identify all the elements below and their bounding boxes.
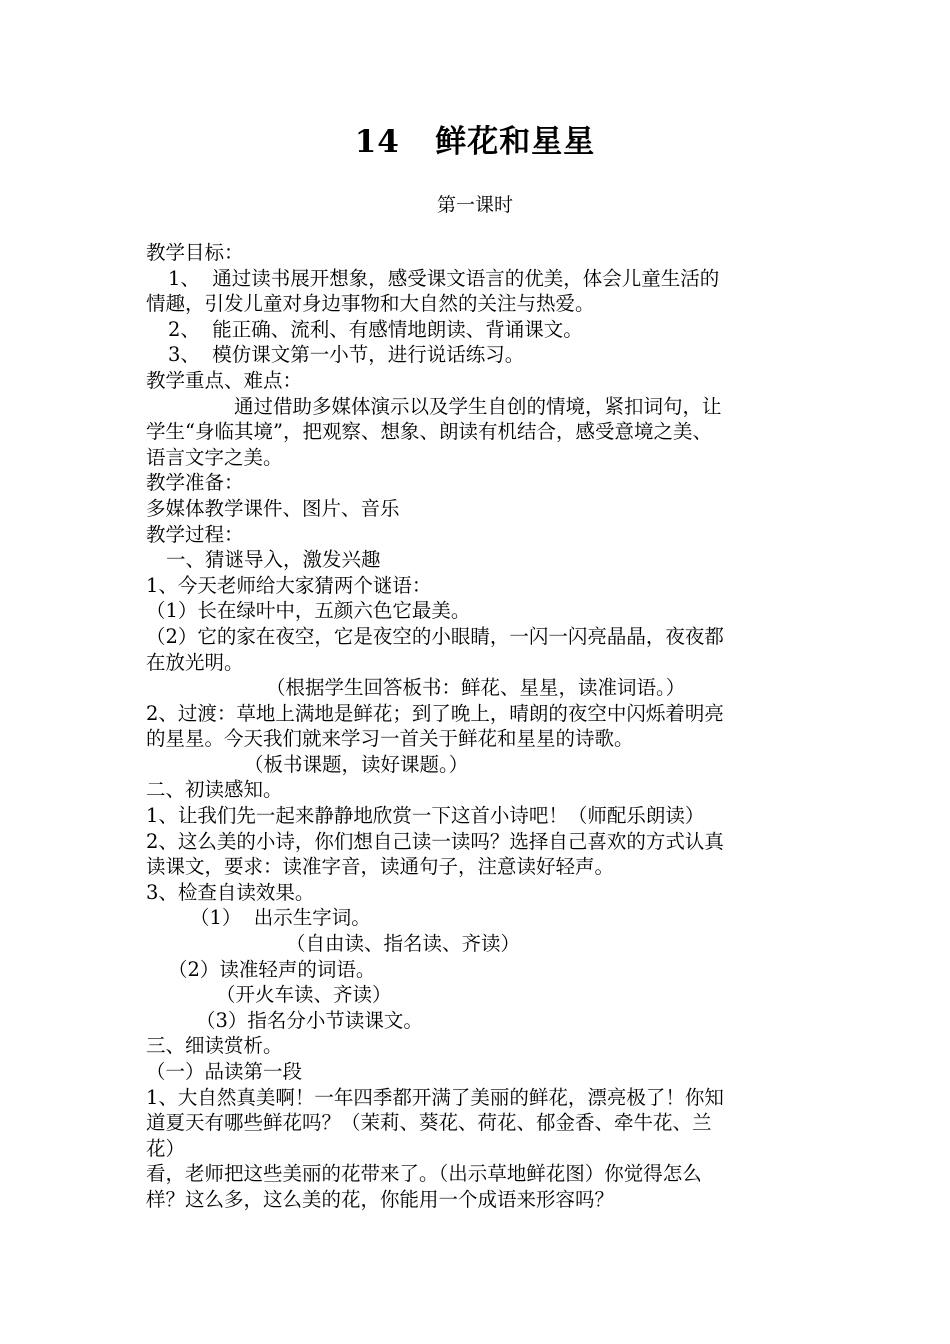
text-line: 看，老师把这些美丽的花带来了。（出示草地鲜花图）你觉得怎么 [146,1162,702,1186]
text-line: 三、细读赏析。 [146,1034,283,1058]
text-line: 2、这么美的小诗，你们想自己读一读吗？选择自己喜欢的方式认真 [146,829,724,853]
text-line: （根据学生回答板书：鲜花、星星，读准词语。） [266,676,686,700]
text-line: 一、猜谜导入，激发兴趣 [166,548,381,572]
text-line: 3、检查自读效果。 [146,880,315,904]
text-line: 样？这么多，这么美的花，你能用一个成语来形容吗？ [146,1187,615,1211]
text-line: （自由读、指名读、齐读） [286,932,521,956]
text-line: 2、过渡：草地上满地是鲜花；到了晚上，晴朗的夜空中闪烁着明亮 [146,701,724,725]
text-line: 二、初读感知。 [146,778,283,802]
text-line: 在放光明。 [146,650,244,674]
text-line: 通过借助多媒体演示以及学生自创的情境，紧扣词句，让 [234,394,722,418]
text-line: 花） [146,1136,186,1160]
text-line: 2、 能正确、流利、有感情地朗读、背诵课文。 [168,317,583,341]
text-line: 1、大自然真美啊！一年四季都开满了美丽的鲜花，漂亮极了！你知 [146,1085,724,1109]
text-line: 多媒体教学课件、图片、音乐 [146,496,400,520]
lesson-subtitle: 第一课时 [436,194,513,216]
lesson-body [146,240,836,1213]
text-line: （板书课题，读好课题。） [244,752,469,776]
lesson-title: 14 鲜花和星星 [354,124,596,160]
text-line: 1、让我们先一起来静静地欣赏一下这首小诗吧！（师配乐朗读） [146,804,705,828]
text-line: 教学目标： [146,241,244,264]
text-line: （开火车读、齐读） [216,983,392,1007]
text-line: 教学重点、难点： [146,368,303,392]
text-line: （1）长在绿叶中，五颜六色它最美。 [146,599,471,623]
text-line: 读课文，要求：读准字音，读通句子，注意读好轻声。 [146,855,615,879]
text-line: 语言文字之美。 [146,445,283,469]
text-line: （1） 出示生字词。 [190,906,371,930]
text-line: 1、今天老师给大家猜两个谜语： [146,573,432,597]
text-line: 道夏天有哪些鲜花吗？（茉莉、葵花、荷花、郁金香、牵牛花、兰 [146,1111,712,1135]
text-line: 1、 通过读书展开想象，感受课文语言的优美，体会儿童生活的 [168,266,720,290]
text-line: 的星星。今天我们就来学习一首关于鲜花和星星的诗歌。 [146,727,634,751]
text-line: （2）它的家在夜空，它是夜空的小眼睛，一闪一闪亮晶晶，夜夜都 [146,624,724,648]
text-line: 教学过程： [146,522,244,546]
text-line: 情趣，引发儿童对身边事物和大自然的关注与热爱。 [146,292,595,316]
text-line: （3）指名分小节读课文。 [196,1008,423,1032]
text-line: 教学准备： [146,471,244,495]
text-line: 3、 模仿课文第一小节，进行说话练习。 [168,343,525,367]
text-line: （一）品读第一段 [146,1060,303,1083]
text-line: （2）读准轻声的词语。 [168,957,376,981]
text-line: 学生“身临其境”，把观察、想象、朗读有机结合，感受意境之美、 [146,420,712,444]
